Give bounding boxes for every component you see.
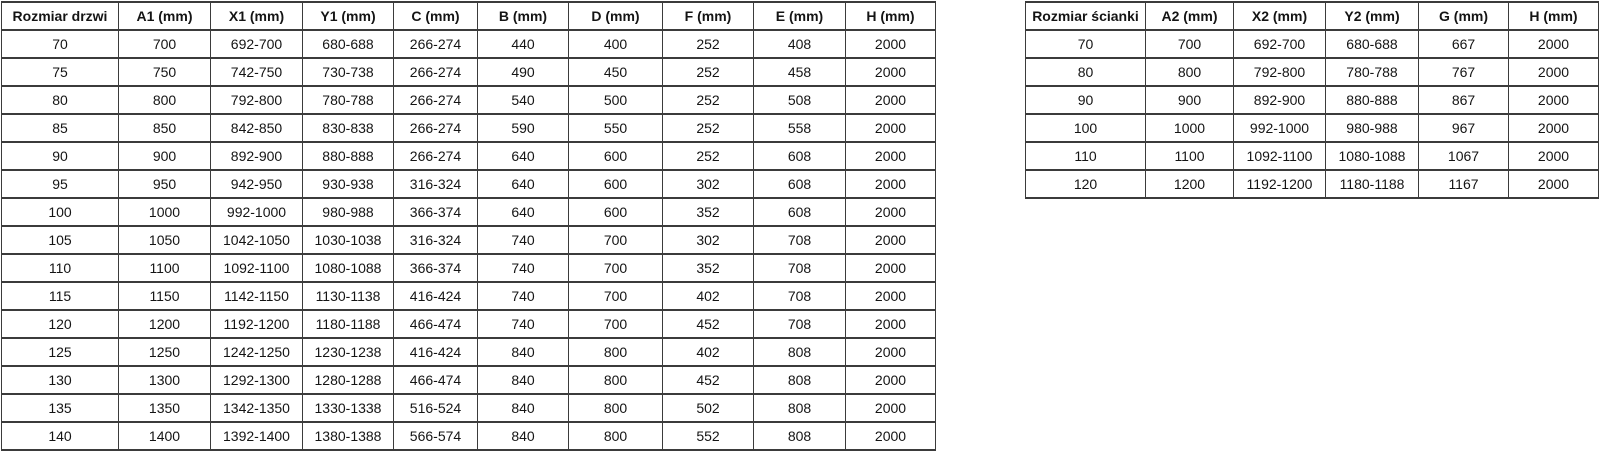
table-cell: 502: [663, 394, 754, 422]
table-row: [2, 198, 936, 226]
table-cell: 2000: [1509, 86, 1599, 114]
table-cell: 1230-1238: [303, 338, 394, 366]
table-cell: 867: [1419, 86, 1509, 114]
table-cell: 2000: [846, 198, 936, 226]
table-cell: 700: [119, 30, 211, 58]
table-cell: 2000: [846, 282, 936, 310]
table-cell: 742-750: [211, 58, 303, 86]
table-cell: 840: [478, 366, 569, 394]
table-cell: 930-938: [303, 170, 394, 198]
door-sizes-table: [1, 1, 936, 451]
table-cell: 416-424: [394, 282, 478, 310]
table-cell: 808: [754, 338, 846, 366]
table-cell: 1392-1400: [211, 422, 303, 450]
table-cell: 416-424: [394, 338, 478, 366]
column-header: E (mm): [754, 2, 846, 30]
table-cell: 808: [754, 422, 846, 450]
table-cell: 85: [2, 114, 119, 142]
table-cell: 1067: [1419, 142, 1509, 170]
table-cell: 667: [1419, 30, 1509, 58]
table-cell: 266-274: [394, 142, 478, 170]
table-row: [2, 170, 936, 198]
table-cell: 800: [119, 86, 211, 114]
table-cell: 100: [1026, 114, 1146, 142]
table-cell: 980-988: [1326, 114, 1419, 142]
table-cell: 967: [1419, 114, 1509, 142]
table-cell: 900: [119, 142, 211, 170]
column-header: A1 (mm): [119, 2, 211, 30]
column-header: Y1 (mm): [303, 2, 394, 30]
table-cell: 1000: [119, 198, 211, 226]
table-cell: 1380-1388: [303, 422, 394, 450]
table-cell: 600: [569, 198, 663, 226]
table-cell: 125: [2, 338, 119, 366]
table-cell: 1192-1200: [211, 310, 303, 338]
table-row: [2, 142, 936, 170]
table-cell: 740: [478, 226, 569, 254]
table-cell: 2000: [1509, 142, 1599, 170]
table-cell: 840: [478, 338, 569, 366]
column-header: B (mm): [478, 2, 569, 30]
table-cell: 302: [663, 170, 754, 198]
column-header: X2 (mm): [1234, 2, 1326, 30]
table-cell: 942-950: [211, 170, 303, 198]
table-cell: 700: [569, 254, 663, 282]
table-cell: 2000: [846, 338, 936, 366]
header-row: [1026, 2, 1599, 30]
table-cell: 1250: [119, 338, 211, 366]
table-cell: 808: [754, 366, 846, 394]
table-cell: 316-324: [394, 170, 478, 198]
table-cell: 1280-1288: [303, 366, 394, 394]
table-cell: 608: [754, 170, 846, 198]
column-header: F (mm): [663, 2, 754, 30]
table-cell: 2000: [846, 114, 936, 142]
table-cell: 252: [663, 30, 754, 58]
table-cell: 2000: [846, 30, 936, 58]
column-header: Rozmiar drzwi: [2, 2, 119, 30]
table-cell: 1292-1300: [211, 366, 303, 394]
table-cell: 252: [663, 114, 754, 142]
table-cell: 558: [754, 114, 846, 142]
table-cell: 608: [754, 198, 846, 226]
table-row: [2, 254, 936, 282]
table-row: [2, 310, 936, 338]
table-cell: 316-324: [394, 226, 478, 254]
table-cell: 740: [478, 282, 569, 310]
table-cell: 1300: [119, 366, 211, 394]
table-cell: 700: [569, 282, 663, 310]
table-cell: 1150: [119, 282, 211, 310]
table-cell: 1080-1088: [1326, 142, 1419, 170]
table-cell: 992-1000: [211, 198, 303, 226]
table-cell: 140: [2, 422, 119, 450]
table-cell: 980-988: [303, 198, 394, 226]
table-cell: 95: [2, 170, 119, 198]
table-cell: 2000: [1509, 170, 1599, 198]
table-cell: 466-474: [394, 310, 478, 338]
table-cell: 2000: [846, 142, 936, 170]
table-cell: 80: [2, 86, 119, 114]
table-cell: 590: [478, 114, 569, 142]
column-header: A2 (mm): [1146, 2, 1234, 30]
table-cell: 700: [1146, 30, 1234, 58]
table-cell: 130: [2, 366, 119, 394]
table-cell: 708: [754, 254, 846, 282]
table-cell: 120: [1026, 170, 1146, 198]
table-cell: 402: [663, 338, 754, 366]
table-cell: 1142-1150: [211, 282, 303, 310]
table-cell: 680-688: [303, 30, 394, 58]
table-cell: 640: [478, 170, 569, 198]
column-header: H (mm): [846, 2, 936, 30]
table-cell: 1200: [119, 310, 211, 338]
table-cell: 1192-1200: [1234, 170, 1326, 198]
table-cell: 708: [754, 226, 846, 254]
table-cell: 880-888: [303, 142, 394, 170]
table-cell: 566-574: [394, 422, 478, 450]
table-row: [2, 422, 936, 450]
table-cell: 516-524: [394, 394, 478, 422]
table-cell: 366-374: [394, 254, 478, 282]
table-cell: 80: [1026, 58, 1146, 86]
table-row: [1026, 142, 1599, 170]
table-cell: 740: [478, 310, 569, 338]
table-cell: 800: [569, 366, 663, 394]
table-cell: 550: [569, 114, 663, 142]
table-cell: 90: [1026, 86, 1146, 114]
table-cell: 792-800: [1234, 58, 1326, 86]
table-cell: 1080-1088: [303, 254, 394, 282]
table-cell: 450: [569, 58, 663, 86]
table-cell: 452: [663, 310, 754, 338]
table-cell: 252: [663, 86, 754, 114]
table-cell: 402: [663, 282, 754, 310]
table-cell: 892-900: [1234, 86, 1326, 114]
table-cell: 266-274: [394, 58, 478, 86]
table-cell: 302: [663, 226, 754, 254]
table-cell: 780-788: [303, 86, 394, 114]
table-row: [2, 338, 936, 366]
table-cell: 1350: [119, 394, 211, 422]
column-header: C (mm): [394, 2, 478, 30]
table-cell: 352: [663, 198, 754, 226]
table-cell: 266-274: [394, 86, 478, 114]
table-cell: 880-888: [1326, 86, 1419, 114]
table-row: [1026, 30, 1599, 58]
table-cell: 850: [119, 114, 211, 142]
table-cell: 800: [569, 422, 663, 450]
table-cell: 730-738: [303, 58, 394, 86]
table-cell: 1342-1350: [211, 394, 303, 422]
table-cell: 2000: [1509, 114, 1599, 142]
table-cell: 135: [2, 394, 119, 422]
table-cell: 1000: [1146, 114, 1234, 142]
table-cell: 466-474: [394, 366, 478, 394]
table-cell: 2000: [846, 170, 936, 198]
table-cell: 740: [478, 254, 569, 282]
table-row: [1026, 86, 1599, 114]
table-cell: 692-700: [1234, 30, 1326, 58]
table-cell: 2000: [846, 310, 936, 338]
table-cell: 950: [119, 170, 211, 198]
table-cell: 1130-1138: [303, 282, 394, 310]
table-cell: 840: [478, 422, 569, 450]
table-cell: 452: [663, 366, 754, 394]
table-cell: 70: [1026, 30, 1146, 58]
table-row: [2, 226, 936, 254]
table-row: [2, 30, 936, 58]
table-cell: 252: [663, 58, 754, 86]
column-header: Rozmiar ścianki: [1026, 2, 1146, 30]
table-cell: 600: [569, 142, 663, 170]
table-cell: 1180-1188: [1326, 170, 1419, 198]
table-cell: 2000: [1509, 30, 1599, 58]
table-cell: 750: [119, 58, 211, 86]
table-cell: 2000: [846, 254, 936, 282]
column-header: D (mm): [569, 2, 663, 30]
table-row: [1026, 170, 1599, 198]
table-cell: 100: [2, 198, 119, 226]
table-cell: 120: [2, 310, 119, 338]
table-row: [2, 394, 936, 422]
table-row: [2, 86, 936, 114]
table-cell: 1042-1050: [211, 226, 303, 254]
table-cell: 440: [478, 30, 569, 58]
table-cell: 408: [754, 30, 846, 58]
table-cell: 90: [2, 142, 119, 170]
table-cell: 692-700: [211, 30, 303, 58]
table-cell: 540: [478, 86, 569, 114]
table-cell: 1030-1038: [303, 226, 394, 254]
table-cell: 1180-1188: [303, 310, 394, 338]
table-cell: 352: [663, 254, 754, 282]
table-cell: 366-374: [394, 198, 478, 226]
table-cell: 75: [2, 58, 119, 86]
table-cell: 708: [754, 310, 846, 338]
table-cell: 1050: [119, 226, 211, 254]
table-cell: 490: [478, 58, 569, 86]
table-cell: 1100: [119, 254, 211, 282]
table-cell: 830-838: [303, 114, 394, 142]
column-header: Y2 (mm): [1326, 2, 1419, 30]
table-cell: 1100: [1146, 142, 1234, 170]
table-cell: 1400: [119, 422, 211, 450]
table-cell: 808: [754, 394, 846, 422]
table-cell: 640: [478, 142, 569, 170]
table-cell: 767: [1419, 58, 1509, 86]
column-header: X1 (mm): [211, 2, 303, 30]
table-cell: 2000: [846, 422, 936, 450]
header-row: [2, 2, 936, 30]
table-cell: 680-688: [1326, 30, 1419, 58]
table-cell: 640: [478, 198, 569, 226]
wall-panel-sizes-table: [1025, 1, 1599, 199]
table-cell: 800: [1146, 58, 1234, 86]
table-cell: 892-900: [211, 142, 303, 170]
table-cell: 552: [663, 422, 754, 450]
table-cell: 800: [569, 394, 663, 422]
table-cell: 2000: [846, 394, 936, 422]
table-cell: 792-800: [211, 86, 303, 114]
table-cell: 780-788: [1326, 58, 1419, 86]
table-cell: 252: [663, 142, 754, 170]
table-row: [2, 114, 936, 142]
table-cell: 115: [2, 282, 119, 310]
table-cell: 992-1000: [1234, 114, 1326, 142]
table-cell: 700: [569, 310, 663, 338]
table-cell: 800: [569, 338, 663, 366]
table-cell: 110: [2, 254, 119, 282]
table-cell: 600: [569, 170, 663, 198]
table-cell: 2000: [846, 86, 936, 114]
table-cell: 1200: [1146, 170, 1234, 198]
table-cell: 70: [2, 30, 119, 58]
table-cell: 266-274: [394, 30, 478, 58]
table-row: [2, 282, 936, 310]
table-cell: 608: [754, 142, 846, 170]
table-cell: 458: [754, 58, 846, 86]
table-cell: 2000: [1509, 58, 1599, 86]
table-cell: 1092-1100: [1234, 142, 1326, 170]
table-row: [1026, 58, 1599, 86]
table-cell: 508: [754, 86, 846, 114]
table-cell: 105: [2, 226, 119, 254]
table-cell: 2000: [846, 58, 936, 86]
table-cell: 900: [1146, 86, 1234, 114]
table-cell: 110: [1026, 142, 1146, 170]
table-cell: 500: [569, 86, 663, 114]
table-cell: 1092-1100: [211, 254, 303, 282]
table-cell: 2000: [846, 366, 936, 394]
table-cell: 708: [754, 282, 846, 310]
table-row: [2, 58, 936, 86]
table-cell: 2000: [846, 226, 936, 254]
table-row: [2, 366, 936, 394]
table-cell: 1167: [1419, 170, 1509, 198]
table-cell: 1242-1250: [211, 338, 303, 366]
table-cell: 840: [478, 394, 569, 422]
table-cell: 400: [569, 30, 663, 58]
table-cell: 700: [569, 226, 663, 254]
column-header: G (mm): [1419, 2, 1509, 30]
table-cell: 842-850: [211, 114, 303, 142]
table-row: [1026, 114, 1599, 142]
table-cell: 1330-1338: [303, 394, 394, 422]
table-cell: 266-274: [394, 114, 478, 142]
column-header: H (mm): [1509, 2, 1599, 30]
